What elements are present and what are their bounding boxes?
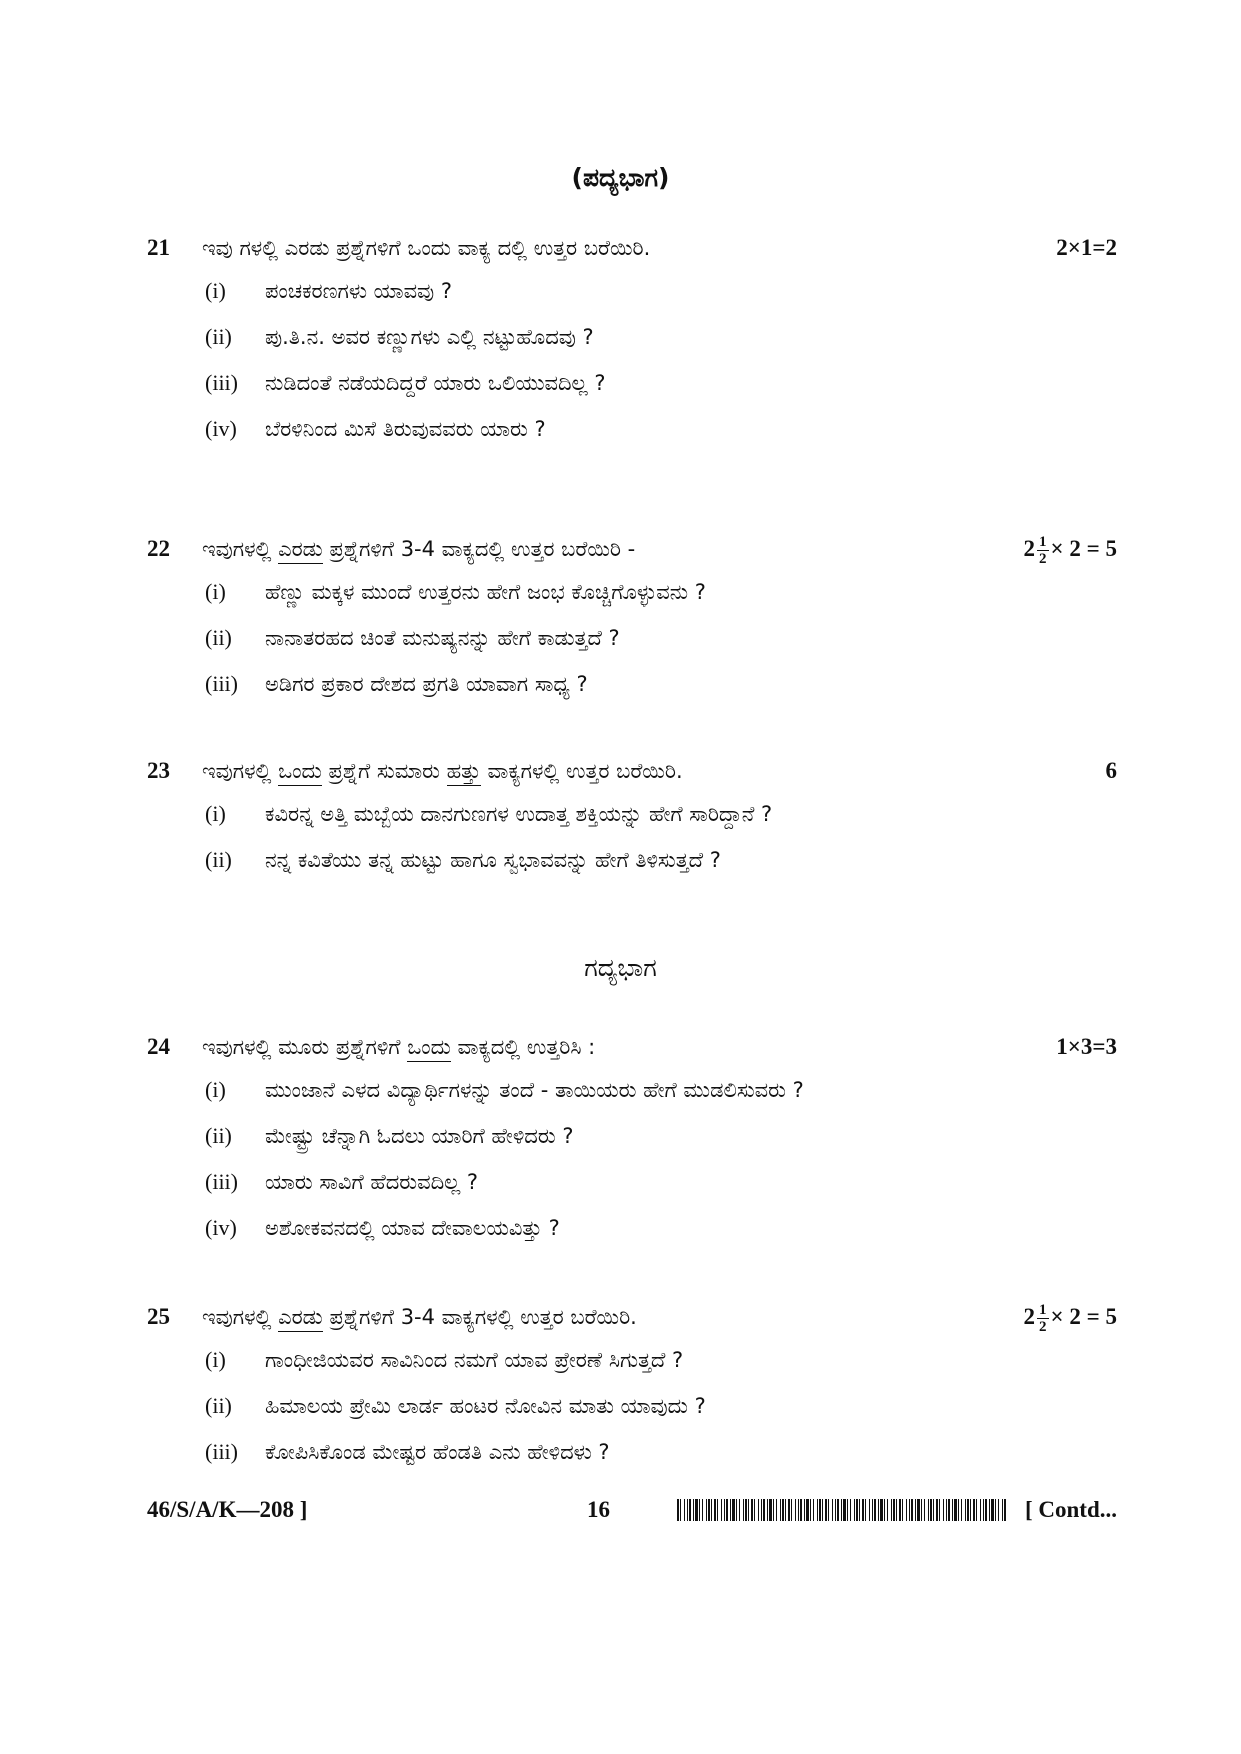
sub-question-text: ಮುಂಜಾನೆ ಎಳದ ವಿದ್ಯಾರ್ಥಿಗಳನ್ನು ತಂದೆ - ತಾಯಿಯರು ಹೇಗೆ ಮುಡಲಿಸುವರು ? xyxy=(265,1078,804,1102)
question-text-part: ಪ್ರಶ್ನೆಗೆ ಸುಮಾರು xyxy=(328,759,440,783)
paper-code: 46/S/A/K—208 ] xyxy=(147,1497,308,1522)
question-marks: 2×1=2 xyxy=(1056,235,1117,260)
question-marks: 6 xyxy=(1105,758,1117,783)
sub-question-text: ನನ್ನ ಕವಿತೆಯು ತನ್ನ ಹುಟ್ಟು ಹಾಗೂ ಸ್ವಭಾವವನ್ನು ಹೇಗೆ ತಿಳಿಸುತ್ತದೆ ? xyxy=(265,848,721,872)
sub-question-text: ಕವಿರನ್ನ ಅತ್ತಿ ಮಬ್ಬೆಯ ದಾನಗುಣಗಳ ಉದಾತ್ತ ಶಕ್ತಿಯನ್ನು ಹೇಗೆ ಸಾರಿದ್ದಾನೆ ? xyxy=(265,802,773,826)
sub-question xyxy=(147,1113,1117,1159)
sub-question-label: (iii) xyxy=(205,370,238,395)
sub-question-label: (i) xyxy=(205,1347,226,1372)
sub-question xyxy=(147,569,1117,615)
sub-question xyxy=(147,791,1117,837)
sub-question-label: (iv) xyxy=(205,1215,237,1240)
question-22 xyxy=(147,529,1117,707)
question-text-underlined: ಎರಡು xyxy=(278,1305,323,1332)
question-number: 22 xyxy=(147,536,170,561)
sub-question xyxy=(147,1383,1117,1429)
marks-rest: × 2 = 5 xyxy=(1050,536,1117,561)
sub-question-text: ಬೆರಳಿನಿಂದ ಮಿಸೆ ತಿರುವುವವರು ಯಾರು ? xyxy=(265,417,546,441)
question-text-part: ವಾಕ್ಯಗಳಲ್ಲಿ ಉತ್ತರ ಬರೆಯಿರಿ. xyxy=(487,759,683,783)
question-text xyxy=(202,751,683,791)
sub-question-label: (i) xyxy=(205,801,226,826)
section-heading-prose: ಗದ್ಯಭಾಗ xyxy=(584,953,657,982)
sub-question xyxy=(147,1067,1117,1113)
sub-question-text: ಕೋಪಿಸಿಕೊಂಡ ಮೇಷ್ಟರ ಹೆಂಡತಿ ಎನು ಹೇಳಿದಳು ? xyxy=(265,1440,610,1464)
question-line xyxy=(147,1297,1117,1337)
question-marks xyxy=(1024,529,1117,569)
sub-question xyxy=(147,615,1117,661)
question-line xyxy=(147,529,1117,569)
question-21 xyxy=(147,228,1117,452)
sub-question xyxy=(147,1159,1117,1205)
sub-question-text: ಅಶೋಕವನದಲ್ಲಿ ಯಾವ ದೇವಾಲಯವಿತ್ತು ? xyxy=(265,1216,560,1240)
sub-question xyxy=(147,268,1117,314)
barcode-image xyxy=(677,1499,1007,1521)
question-number: 24 xyxy=(147,1034,170,1059)
question-marks: 1×3=3 xyxy=(1056,1034,1117,1059)
sub-question-text: ಪಂಚಕರಣಗಳು ಯಾವವು ? xyxy=(265,279,452,303)
question-text-underlined: ಒಂದು xyxy=(278,759,322,786)
question-number: 23 xyxy=(147,758,170,783)
question-text-part: ಪ್ರಶ್ನೆಗಳಿಗೆ 3-4 ವಾಕ್ಯದಲ್ಲಿ ಉತ್ತರ ಬರೆಯಿರಿ - xyxy=(329,537,636,561)
sub-question-label: (i) xyxy=(205,1077,226,1102)
continued-label: [ Contd... xyxy=(1024,1497,1117,1522)
question-text-part: ಇವುಗಳಲ್ಲಿ xyxy=(202,1305,272,1329)
question-text-underlined: ಹತ್ತು xyxy=(447,759,481,786)
sub-question-text: ಹಿಮಾಲಯ ಪ್ರೇಮಿ ಲಾರ್ಡ ಹಂಟರ ನೋವಿನ ಮಾತು ಯಾವುದು ? xyxy=(265,1394,706,1418)
question-23 xyxy=(147,751,1117,883)
sub-question-text: ನಾನಾತರಹದ ಚಿಂತೆ ಮನುಷ್ಯನನ್ನು ಹೇಗೆ ಕಾಡುತ್ತದೆ ? xyxy=(265,626,620,650)
sub-question-label: (iii) xyxy=(205,1439,238,1464)
sub-question xyxy=(147,406,1117,452)
sub-question xyxy=(147,661,1117,707)
question-marks xyxy=(1024,1297,1117,1337)
question-number: 21 xyxy=(147,235,170,260)
question-text: ಇವು ಗಳಲ್ಲಿ ಎರಡು ಪ್ರಶ್ನೆಗಳಿಗೆ ಒಂದು ವಾಕ್ಯ ದಲ್ಲಿ ಉತ್ತರ ಬರೆಯಿರಿ. xyxy=(202,236,651,260)
sub-question-text: ಮೇಷ್ಟ್ರು ಚೆನ್ನಾಗಿ ಓದಲು ಯಾರಿಗೆ ಹೇಳಿದರು ? xyxy=(265,1124,574,1148)
question-text-part: ವಾಕ್ಯದಲ್ಲಿ ಉತ್ತರಿಸಿ : xyxy=(457,1035,596,1059)
sub-question-label: (i) xyxy=(205,579,226,604)
question-text-underlined: ಒಂದು xyxy=(407,1035,451,1062)
sub-question-text: ಯಾರು ಸಾವಿಗೆ ಹೆದರುವದಿಲ್ಲ ? xyxy=(265,1170,479,1194)
question-text-part: ಪ್ರಶ್ನೆಗಳಿಗೆ 3-4 ವಾಕ್ಯಗಳಲ್ಲಿ ಉತ್ತರ ಬರೆಯಿರಿ. xyxy=(329,1305,637,1329)
question-text-part: ಇವುಗಳಲ್ಲಿ xyxy=(202,537,272,561)
question-text xyxy=(202,529,635,569)
marks-whole: 2 xyxy=(1023,1304,1036,1329)
sub-question xyxy=(147,1337,1117,1383)
sub-question xyxy=(147,1429,1117,1475)
page-footer xyxy=(147,1492,1117,1528)
section-heading-poetry: (ಪದ್ಯಭಾಗ) xyxy=(571,163,670,192)
sub-question-label: (ii) xyxy=(205,847,232,872)
question-24 xyxy=(147,1027,1117,1251)
sub-question-text: ನುಡಿದಂತೆ ನಡೆಯದಿದ್ದರೆ ಯಾರು ಒಲಿಯುವದಿಲ್ಲ ? xyxy=(265,371,606,395)
fraction-numerator: 1 xyxy=(1039,534,1047,551)
fraction-denominator: 2 xyxy=(1039,551,1047,568)
sub-question xyxy=(147,837,1117,883)
sub-question-label: (ii) xyxy=(205,324,232,349)
question-text-part: ಇವುಗಳಲ್ಲಿ ಮೂರು ಪ್ರಶ್ನೆಗಳಿಗೆ xyxy=(202,1035,401,1059)
question-25 xyxy=(147,1297,1117,1475)
sub-question-label: (ii) xyxy=(205,1393,232,1418)
question-text xyxy=(202,1297,637,1337)
fraction-numerator: 1 xyxy=(1039,1302,1047,1319)
sub-question-label: (ii) xyxy=(205,1123,232,1148)
marks-rest: × 2 = 5 xyxy=(1050,1304,1117,1329)
sub-question-label: (iii) xyxy=(205,1169,238,1194)
question-text xyxy=(202,1027,595,1067)
sub-question-text: ಅಡಿಗರ ಪ್ರಕಾರ ದೇಶದ ಪ್ರಗತಿ ಯಾವಾಗ ಸಾಧ್ಯ ? xyxy=(265,672,588,696)
question-text-part: ಇವುಗಳಲ್ಲಿ xyxy=(202,759,272,783)
sub-question xyxy=(147,360,1117,406)
page-number: 16 xyxy=(587,1497,610,1522)
fraction-denominator: 2 xyxy=(1039,1319,1047,1336)
sub-question-label: (iv) xyxy=(205,416,237,441)
sub-question-text: ಗಾಂಧೀಜಿಯವರ ಸಾವಿನಿಂದ ನಮಗೆ ಯಾವ ಪ್ರೇರಣೆ ಸಿಗುತ್ತದೆ ? xyxy=(265,1348,684,1372)
sub-question-label: (iii) xyxy=(205,671,238,696)
sub-question-label: (i) xyxy=(205,278,226,303)
question-text-underlined: ಎರಡು xyxy=(278,537,323,564)
question-number: 25 xyxy=(147,1304,170,1329)
question-line xyxy=(147,751,1117,791)
question-line xyxy=(147,228,1117,268)
marks-fraction xyxy=(1037,1302,1049,1335)
marks-fraction xyxy=(1037,534,1049,567)
sub-question xyxy=(147,314,1117,360)
question-line xyxy=(147,1027,1117,1067)
sub-question xyxy=(147,1205,1117,1251)
marks-whole: 2 xyxy=(1023,536,1036,561)
sub-question-text: ಪು.ತಿ.ನ. ಅವರ ಕಣ್ಣುಗಳು ಎಲ್ಲಿ ನಟ್ಟುಹೊದವು ? xyxy=(265,325,594,349)
sub-question-label: (ii) xyxy=(205,625,232,650)
sub-question-text: ಹೆಣ್ಣು ಮಕ್ಕಳ ಮುಂದೆ ಉತ್ತರನು ಹೇಗೆ ಜಂಭ ಕೊಚ್ಚಿಗೊಳ್ಳುವನು ? xyxy=(265,580,706,604)
